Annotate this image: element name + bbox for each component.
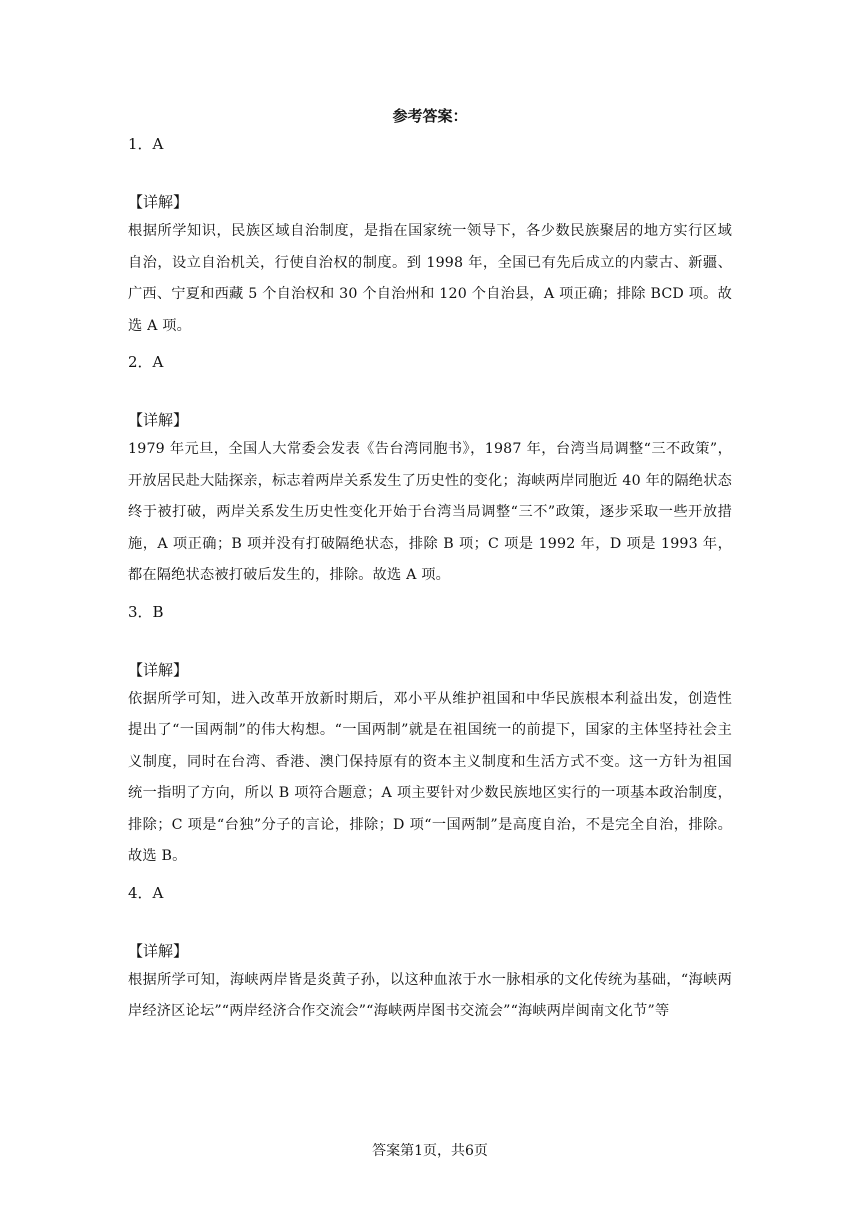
answer-item-4 (128, 879, 732, 1028)
answer-number: 2．A (128, 353, 164, 371)
detail-text: 根据所学可知，海峡两岸皆是炎黄子孙，以这种血浓于水一脉相承的文化传统为基础，“海峡两岸经济区论坛”“两岸经济合作交流会”“海峡两岸图书交流会”“海峡两岸闽南文化节”等 (128, 971, 732, 1019)
page-title: 参考答案： (392, 107, 468, 125)
answer-number: 1．A (128, 135, 164, 153)
detail-text: 1979 年元旦，全国人大常委会发表《告台湾同胞书》，1987 年，台湾当局调整“三不政策”，开放居民赴大陆探亲，标志着两岸关系发生了历史性的变化；海峡两岸同胞近 40 年的隔绝状态终于被打破，两岸关系发生历史性变化开始于台湾当局调整“三不”政策，逐步采取一些开放措施，A 项正确；B 项并没有打破隔绝状态，排除 B 项；C 项是 1992 年，D 项是 1993 年，都在隔绝状态被打破后发生的，排除。故选 A 项。 (128, 441, 732, 583)
page-footer: 答案第1页，共6页 (372, 1143, 488, 1159)
answer-item-3 (128, 598, 732, 873)
detail-label: 【详解】 (128, 660, 189, 679)
answer-content (128, 130, 732, 1034)
detail-text: 依据所学可知，进入改革开放新时期后，邓小平从维护祖国和中华民族根本利益出发，创造性提出了“一国两制”的伟大构想。“一国两制”就是在祖国统一的前提下，国家的主体坚持社会主义制度，同时在台湾、香港、澳门保持原有的资本主义制度和生活方式不变。这一方针为祖国统一指明了方向，所以 B 项符合题意；A 项主要针对少数民族地区实行的一项基本政治制度，排除；C 项是“台独”分子的言论，排除；D 项“一国两制”是高度自治，不是完全自治，排除。故选 B。 (128, 690, 732, 864)
detail-text: 根据所学知识，民族区域自治制度，是指在国家统一领导下，各少数民族聚居的地方实行区域自治，设立自治机关，行使自治权的制度。到 1998 年，全国已有先后成立的内蒙古、新疆、广西、宁夏和西藏 5 个自治权和 30 个自治州和 120 个自治县，A 项正确；排除 BCD 项。故选 A 项。 (128, 223, 732, 334)
detail-label: 【详解】 (128, 941, 189, 960)
detail-label: 【详解】 (128, 193, 189, 211)
answer-number: 3．B (128, 602, 164, 621)
answer-number: 4．A (128, 883, 164, 902)
answer-item-1 (128, 130, 732, 342)
detail-label: 【详解】 (128, 411, 189, 429)
answer-item-2 (128, 348, 732, 592)
